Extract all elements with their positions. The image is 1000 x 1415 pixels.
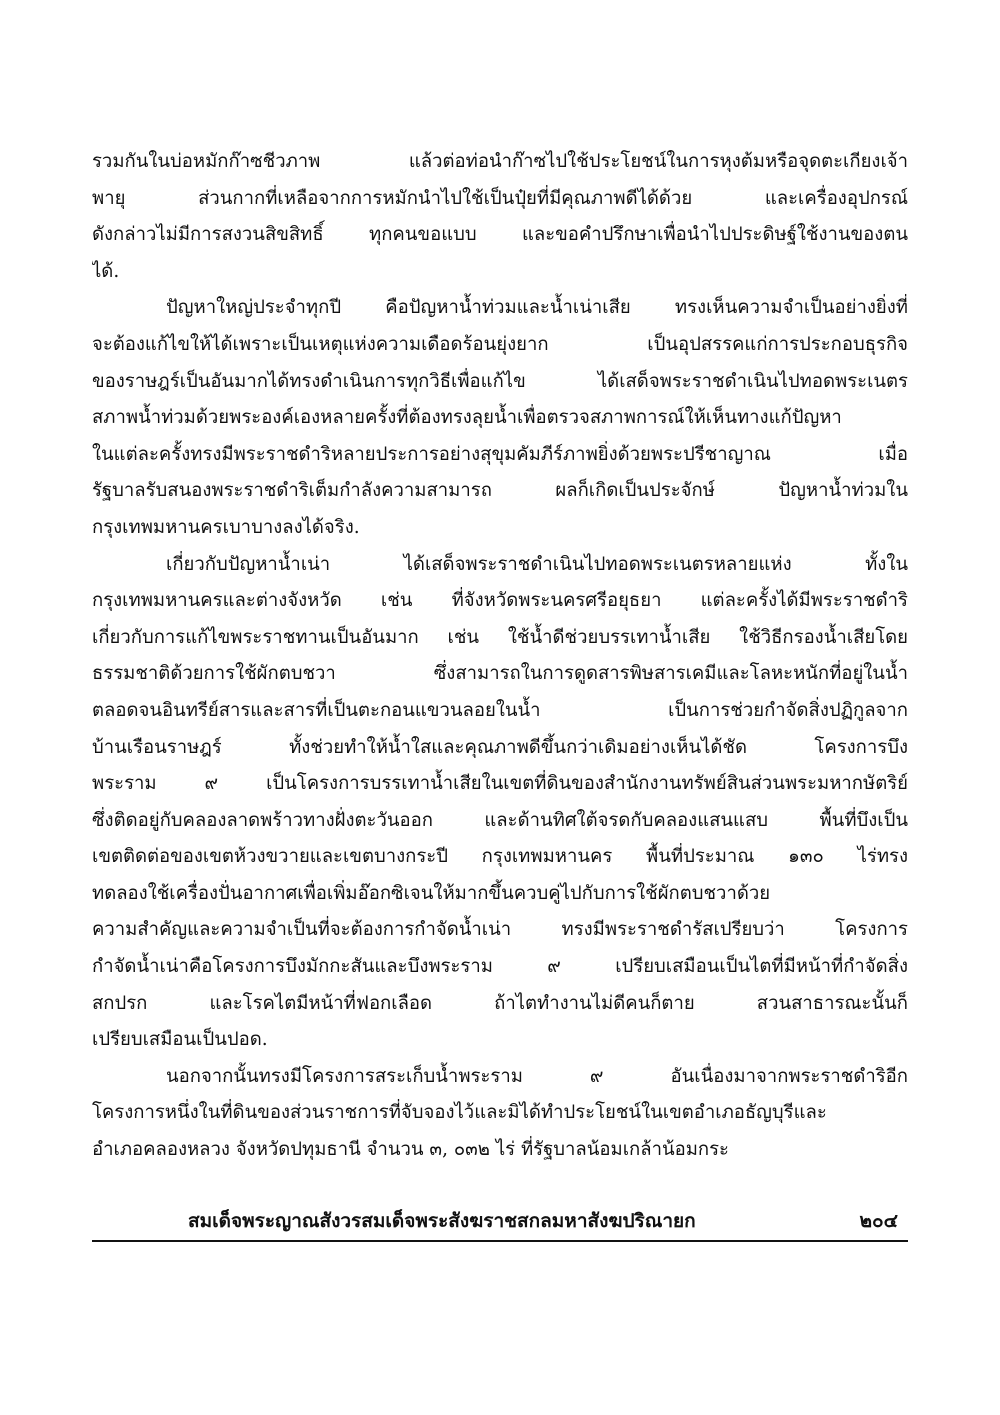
text-line: กำจัดน้ำเน่าคือโครงการบึงมักกะสันและบึงพระราม ๙ เปรียบเสมือนเป็นไตที่มีหน้าที่กำจัดสิ่ง: [92, 956, 908, 978]
text-line: รวมกันในบ่อหมักก๊าซชีวภาพ แล้วต่อท่อนำก๊าซไปใช้ประโยชน์ในการหุงต้มหรือจุดตะเกียงเจ้า: [92, 151, 908, 172]
text-line: กรุงเทพมหานครเบาบางลงได้จริง.: [92, 516, 360, 538]
text-line: จะต้องแก้ไขให้ได้เพราะเป็นเหตุแห่งความเดือดร้อนยุ่งยาก เป็นอุปสรรคแก่การประกอบธุรกิจ: [92, 333, 908, 355]
text-line: กรุงเทพมหานครและต่างจังหวัด เช่น ที่จังหวัดพระนครศรีอยุธยา แต่ละครั้งได้มีพระราชดำริ: [92, 590, 908, 612]
text-line: รัฐบาลรับสนองพระราชดำริเต็มกำลังความสามารถ ผลก็เกิดเป็นประจักษ์ ปัญหาน้ำท่วมใน: [92, 480, 908, 502]
text-line: ทดลองใช้เครื่องปั่นอากาศเพื่อเพิ่มอ๊อกซิเจนให้มากขึ้นควบคู่ไปกับการใช้ผักตบชวาด้วย: [92, 882, 771, 904]
text-line: เกี่ยวกับการแก้ไขพระราชทานเป็นอันมาก เช่น ใช้น้ำดีช่วยบรรเทาน้ำเสีย ใช้วิธีกรองน้ำเสียโดย: [92, 626, 908, 648]
page-number: ๒๐๔: [859, 1210, 898, 1232]
text-line: ธรรมชาติด้วยการใช้ผักตบชวา ซึ่งสามารถในการดูดสารพิษสารเคมีและโลหะหนักที่อยู่ในน้ำ: [92, 663, 908, 685]
text-line: เกี่ยวกับปัญหาน้ำเน่า ได้เสด็จพระราชดำเนินไปทอดพระเนตรหลายแห่ง ทั้งใน: [166, 553, 908, 575]
text-line: ซึ่งติดอยู่กับคลองลาดพร้าวทางฝั่งตะวันออก และด้านทิศใต้จรดกับคลองแสนแสบ พื้นที่บึงเป็น: [92, 809, 908, 831]
text-line: สกปรก และโรคไตมีหน้าที่ฟอกเลือด ถ้าไตทำงานไม่ดีคนก็ตาย สวนสาธารณะนั้นก็: [92, 992, 908, 1014]
text-line: พระราม ๙ เป็นโครงการบรรเทาน้ำเสียในเขตที่ดินของสำนักงานทรัพย์สินส่วนพระมหากษัตริย์: [92, 773, 908, 795]
text-line: ในแต่ละครั้งทรงมีพระราชดำริหลายประการอย่างสุขุมคัมภีร์ภาพยิ่งด้วยพระปรีชาญาณ เมื่อ: [92, 443, 908, 465]
text-line: ดังกล่าวไม่มีการสงวนสิขสิทธิ์ ทุกคนขอแบบ และขอคำปรึกษาเพื่อนำไปประดิษฐ์ใช้งานของตน: [92, 224, 908, 246]
text-line: ความสำคัญและความจำเป็นที่จะต้องการกำจัดน้ำเน่า ทรงมีพระราชดำรัสเปรียบว่า โครงการ: [92, 919, 908, 941]
text-line: ปัญหาใหญ่ประจำทุกปี คือปัญหาน้ำท่วมและน้ำเน่าเสีย ทรงเห็นความจำเป็นอย่างยิ่งที่: [166, 297, 908, 319]
text-line: บ้านเรือนราษฎร์ ทั้งช่วยทำให้น้ำใสและคุณภาพดีขึ้นกว่าเดิมอย่างเห็นได้ชัด โครงการบึง: [92, 736, 908, 758]
text-line: ได้.: [92, 260, 120, 282]
page-footer: [92, 1206, 908, 1236]
text-line: อำเภอคลองหลวง จังหวัดปทุมธานี จำนวน ๓, ๐๓๒ ไร่ ที่รัฐบาลน้อมเกล้าน้อมกระ: [92, 1139, 729, 1161]
body-text: [92, 144, 908, 1169]
text-line: นอกจากนั้นทรงมีโครงการสระเก็บน้ำพระราม ๙ อันเนื่องมาจากพระราชดำริอีก: [166, 1065, 908, 1087]
text-line: ตลอดจนอินทรีย์สารและสารที่เป็นตะกอนแขวนลอยในน้ำ เป็นการช่วยกำจัดสิ่งปฏิกูลจาก: [92, 699, 908, 721]
text-line: ของราษฎร์เป็นอันมากได้ทรงดำเนินการทุกวิธีเพื่อแก้ไข ได้เสด็จพระราชดำเนินไปทอดพระเนตร: [92, 370, 908, 392]
footer-rule: [92, 1240, 908, 1242]
footer-title: สมเด็จพระญาณสังวรสมเด็จพระสังฆราชสกลมหาสังฆปริณายก: [188, 1210, 696, 1232]
text-line: สภาพน้ำท่วมด้วยพระองค์เองหลายครั้งที่ต้องทรงลุยน้ำเพื่อตรวจสภาพการณ์ให้เห็นทางแก้ปัญหา: [92, 407, 842, 429]
text-line: เปรียบเสมือนเป็นปอด.: [92, 1029, 268, 1051]
text-line: พายุ ส่วนกากที่เหลือจากการหมักนำไปใช้เป็นปุ๋ยที่มีคุณภาพดีได้ด้วย และเครื่องอุปกรณ์: [92, 187, 908, 209]
text-line: โครงการหนึ่งในที่ดินของส่วนราชการที่จับจองไว้และมิได้ทำประโยชน์ในเขตอำเภอธัญบุรีและ: [92, 1102, 827, 1124]
text-line: เขตติดต่อของเขตห้วงขวายและเขตบางกระปี กรุงเทพมหานคร พื้นที่ประมาณ ๑๓๐ ไร่ทรง: [92, 846, 908, 868]
